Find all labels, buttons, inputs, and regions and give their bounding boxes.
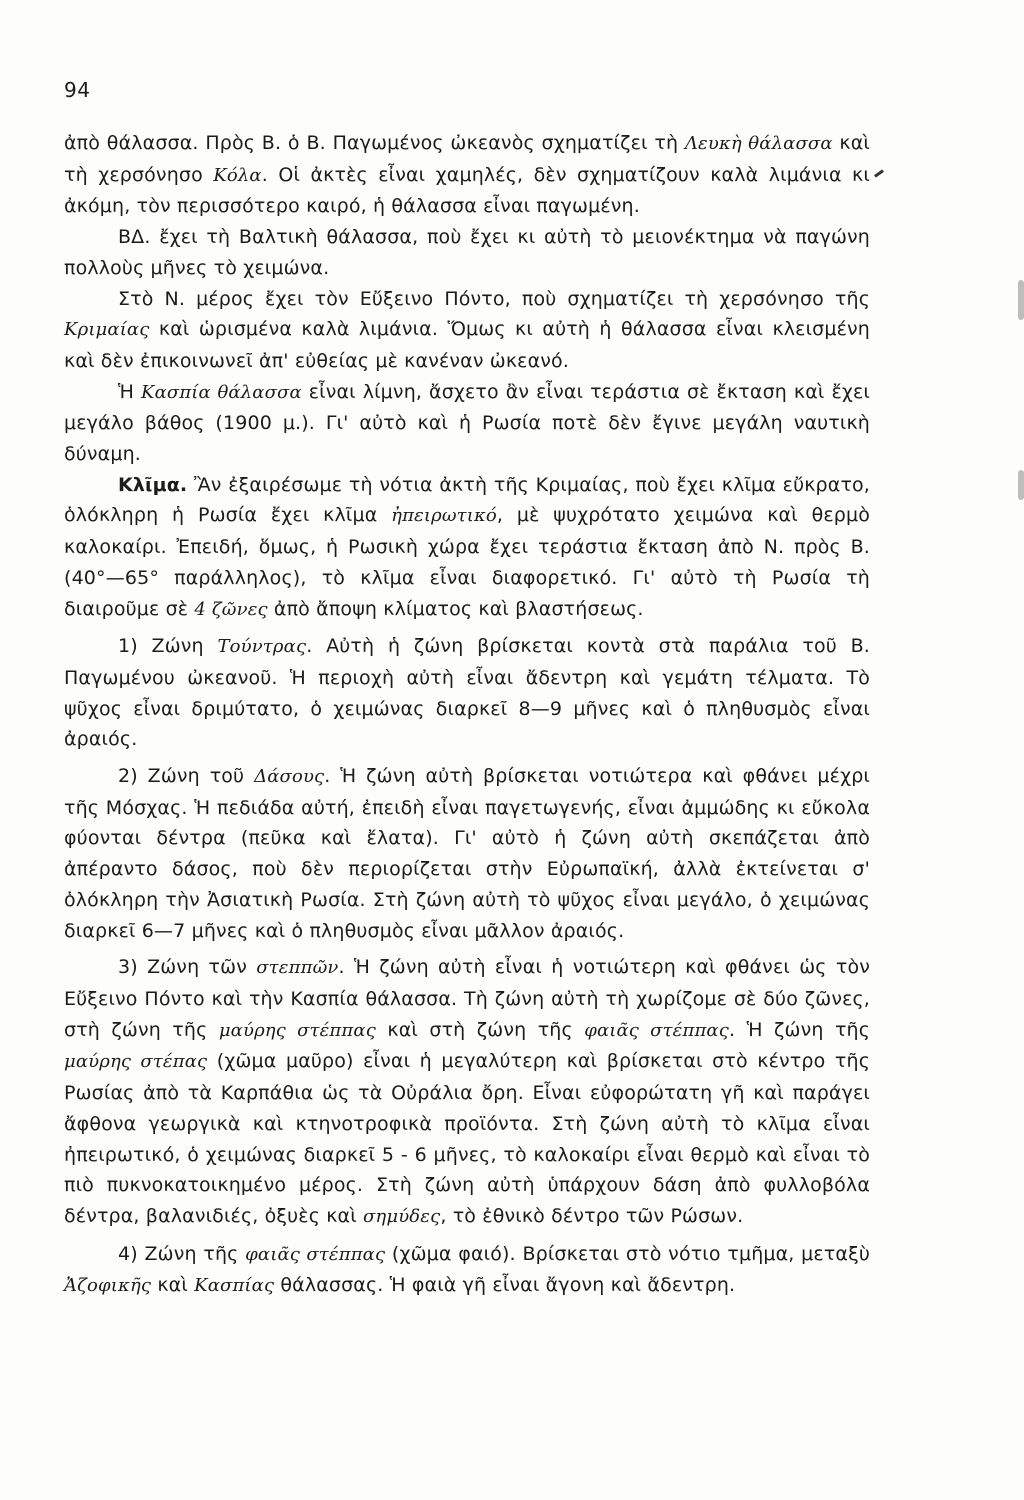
paragraph	[64, 761, 870, 946]
text-run: 3) Ζώνη τῶν	[118, 956, 257, 979]
text-run: (χῶμα μαῦρο) εἶναι ἡ μεγαλύτερη καὶ βρίσκεται στὸ κέντρο τῆς Ρωσίας ἀπὸ τὰ Καρπάθια ὡς τὰ Οὐράλια ὄρη. Εἶναι εὐφορώτατη γῆ καὶ παράγει ἄφθονα γεωργικὰ καὶ κτηνοτροφικὰ προϊόντα. Στὴ ζώνη αὐτὴ τὸ κλῖμα εἶναι ἠπειρωτικό, ὁ χειμώνας διαρκεῖ 5 - 6 μῆνες, τὸ καλοκαίρι εἶναι θερμὸ καὶ εἶναι τὸ πιὸ πυκνοκατοικημένο μέρος. Στὴ ζώνη αὐτὴ ὑπάρχουν δάση ἀπὸ φυλλοβόλα δέντρα, βαλανιδιές, ὀξυὲς καὶ	[64, 1050, 871, 1227]
paragraph	[64, 470, 870, 626]
text-run: θάλασσας. Ἡ φαιὰ γῆ εἶναι ἄγονη καὶ ἄδεντρη.	[274, 1274, 736, 1297]
italic-term: μαύρης στέπας	[64, 1051, 208, 1073]
text-run: καὶ στὴ ζώνη τῆς	[375, 1018, 585, 1041]
text-run: , μὲ ψυχρότατο χειμώνα καὶ θερμὸ καλοκαίρι. Ἐπειδή, ὅμως, ἡ Ρωσικὴ χώρα ἔχει τεράστια ἔκταση ἀπὸ Ν. πρὸς Β. (40°—65° παράλληλος), τὸ κλῖμα εἶναι διαφορετικό. Γι' αὐτὸ τὴ Ρωσία τὴ διαιροῦμε σὲ	[64, 504, 870, 620]
italic-term: Ἀζοφικῆς	[64, 1275, 152, 1297]
text-run: ΒΔ. ἔχει τὴ Βαλτικὴ θάλασσα, ποὺ ἔχει κι αὐτὴ τὸ μειονέκτημα νὰ παγώνη πολλοὺς μῆνες τὸ χειμώνα.	[64, 226, 870, 279]
text-run: καὶ τὴ χερσόνησο	[64, 132, 870, 186]
text-run: εἶναι λίμνη, ἄσχετο ἂν εἶναι τεράστια σὲ ἔκταση καὶ ἔχει μεγάλο βάθος (1900 μ.). Γι' αὐτὸ καὶ ἡ Ρωσία ποτὲ δὲν ἔγινε μεγάλη ναυτικὴ δύναμη.	[64, 380, 870, 466]
italic-term: Κόλα	[213, 164, 262, 186]
text-run: . Ἡ ζώνη αὐτὴ εἶναι ἡ νοτιώτερη καὶ φθάνει ὡς τὸν Εὔξεινο Πόντο καὶ τὴν Κασπία θάλασσα. Τὴ ζώνη αὐτὴ τὴ χωρίζομε σὲ δύο ζῶνες, στὴ ζώνη τῆς	[64, 956, 870, 1041]
paragraph	[64, 284, 870, 377]
italic-term: φαιᾶς στέππας	[245, 1243, 386, 1265]
italic-term: Δάσους	[254, 766, 325, 788]
italic-term: Κασπία θάλασσα	[140, 381, 302, 403]
text-run: Ἡ	[118, 380, 141, 403]
italic-term: φαιᾶς στέππας	[584, 1019, 729, 1041]
page-edge-shadow	[1018, 280, 1024, 320]
paragraph	[64, 128, 870, 222]
italic-term: σημύδες	[363, 1205, 441, 1227]
body-text	[64, 128, 870, 1302]
italic-term: ἠπειρωτικό	[391, 505, 497, 527]
text-run: Στὸ Ν. μέρος ἔχει τὸν Εὔξεινο Πόντο, ποὺ σχηματίζει τὴ χερσόνησο τῆς	[118, 287, 870, 310]
paragraph	[64, 1239, 870, 1302]
paragraph	[64, 631, 870, 755]
text-run: . Αὐτὴ ἡ ζώνη βρίσκεται κοντὰ στὰ παράλια τοῦ Β. Παγωμένου ὠκεανοῦ. Ἡ περιοχὴ αὐτὴ εἶναι ἄδεντρη καὶ γεμάτη τέλματα. Τὸ ψῦχος εἶναι δριμύτατο, ὁ χειμώνας διαρκεῖ 8—9 μῆνες καὶ ὁ πληθυσμὸς εἶναι ἀραιός.	[64, 635, 870, 751]
italic-term: μαύρης στέππας	[218, 1019, 376, 1041]
text-run: , τὸ ἐθνικὸ δέντρο τῶν Ρώσων.	[440, 1204, 744, 1227]
page-number: 94	[64, 78, 91, 102]
section-heading: Κλῖμα.	[118, 473, 188, 496]
text-run: 1) Ζώνη	[118, 635, 218, 658]
italic-term: στεππῶν	[256, 957, 339, 979]
text-run: (χῶμα φαιό). Βρίσκεται στὸ νότιο τμῆμα, μεταξὺ	[385, 1242, 870, 1265]
text-run: . Ἡ ζώνη αὐτὴ βρίσκεται νοτιώτερα καὶ φθάνει μέχρι τῆς Μόσχας. Ἡ πεδιάδα αὐτή, ἐπειδὴ εἶναι παγετωγενής, εἶναι ἀμμώδης κι εὔκολα φύονται δέντρα (πεῦκα καὶ ἔλατα). Γι' αὐτὸ ἡ ζώνη αὐτὴ σκεπάζεται ἀπὸ ἀπέραντο δάσος, ποὺ δὲν περιορίζεται στὴν Εὐρωπαϊκή, ἀλλὰ ἐκτείνεται σ' ὁλόκληρη τὴν Ἀσιατικὴ Ρωσία. Στὴ ζώνη αὐτὴ τὸ ψῦχος εἶναι μεγάλο, ὁ χειμώνας διαρκεῖ 6—7 μῆνες καὶ ὁ πληθυσμὸς εἶναι μᾶλλον ἀραιός.	[64, 765, 870, 942]
text-run: ἀπὸ ἄποψη κλίματος καὶ βλαστήσεως.	[267, 597, 644, 620]
text-run: Ἂν ἐξαιρέσωμε τὴ νότια ἀκτὴ τῆς Κριμαίας, ποὺ ἔχει κλῖμα εὔκρατο, ὁλόκληρη ἡ Ρωσία ἔχει κλῖμα	[64, 473, 870, 527]
ink-mark	[874, 169, 884, 177]
italic-term: Κασπίας	[194, 1275, 275, 1297]
paragraph	[64, 377, 870, 470]
text-run: καὶ ὡρισμένα καλὰ λιμάνια. Ὅμως κι αὐτὴ ἡ θάλασσα εἶναι κλεισμένη καὶ δὲν ἐπικοινωνεῖ ἀπ' εὐθείας μὲ κανέναν ὠκεανό.	[64, 318, 870, 372]
text-run: . Οἱ ἀκτὲς εἶναι χαμηλές, δὲν σχηματίζουν καλὰ λιμάνια κι ἀκόμη, τὸν περισσότερο καιρό, ἡ θάλασσα εἶναι παγωμένη.	[64, 163, 870, 218]
paragraph	[64, 222, 870, 283]
text-run: καὶ	[151, 1274, 195, 1297]
text-run: 4) Ζώνη τῆς	[118, 1242, 246, 1265]
text-run: ἀπὸ θάλασσα. Πρὸς Β. ὁ Β. Παγωμένος ὠκεανὸς σχηματίζει τὴ	[64, 132, 685, 154]
italic-term: 4 ζῶνες	[194, 598, 268, 620]
page-edge-shadow	[1018, 470, 1024, 500]
paragraph	[64, 952, 870, 1232]
italic-term: Λευκὴ θάλασσα	[684, 133, 833, 154]
text-run: . Ἡ ζώνη τῆς	[728, 1018, 871, 1041]
italic-term: Τούντρας	[217, 636, 307, 658]
text-run: 2) Ζώνη τοῦ	[118, 765, 255, 788]
italic-term: Κριμαίας	[64, 319, 150, 341]
